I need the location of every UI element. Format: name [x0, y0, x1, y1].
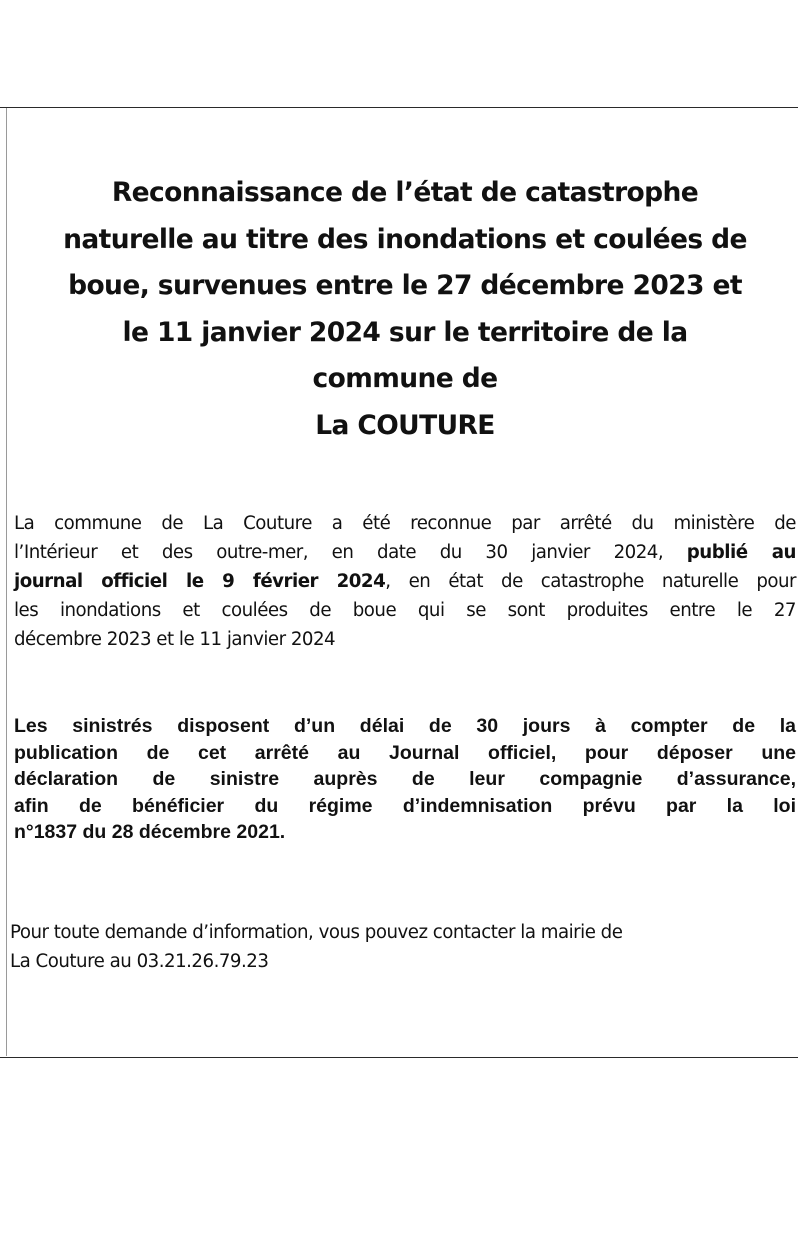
- title-line: Reconnaissance de l’état de catastrophe: [111, 177, 699, 208]
- publication-emphasis: publié au: [686, 542, 796, 563]
- top-rule: [0, 107, 798, 108]
- publication-date-emphasis: journal officiel le 9 février 2024: [14, 571, 386, 592]
- title-commune-name: La COUTURE: [315, 409, 495, 441]
- notice-title: [10, 170, 798, 449]
- paragraph-line: Les sinistrés disposent d’un délai de 30 jours à compter de la: [14, 715, 796, 737]
- claim-deadline-paragraph: [14, 713, 796, 846]
- contact-phone-line: La Couture au 03.21.26.79.23: [10, 951, 269, 972]
- paragraph-line: décembre 2023 et le 11 janvier 2024: [14, 629, 336, 650]
- paragraph-text: , en état de catastrophe naturelle pour: [385, 571, 796, 592]
- paragraph-line: [14, 538, 796, 567]
- recognition-paragraph: [14, 509, 796, 654]
- title-line: commune de: [312, 363, 498, 394]
- paragraph-line: publication de cet arrêté au Journal officiel, pour déposer une: [14, 741, 796, 764]
- paragraph-line: La commune de La Couture a été reconnue par arrêté du ministère de: [14, 513, 796, 534]
- title-line: naturelle au titre des inondations et coulées de: [63, 223, 747, 255]
- title-line: boue, survenues entre le 27 décembre 2023 et: [68, 270, 742, 301]
- title-line: le 11 janvier 2024 sur le territoire de la: [122, 316, 688, 348]
- paragraph-line: les inondations et coulées de boue qui se sont produites entre le 27: [14, 600, 796, 621]
- frame-left-edge: [6, 108, 7, 1056]
- paragraph-line: Pour toute demande d’information, vous pouvez contacter la mairie de: [10, 922, 623, 943]
- paragraph-line: n°1837 du 28 décembre 2021.: [14, 821, 286, 843]
- paragraph-text: l’Intérieur et des outre-mer, en date du 30 janvier 2024,: [14, 542, 687, 563]
- paragraph-line: déclaration de sinistre auprès de leur compagnie d’assurance,: [14, 768, 796, 790]
- bottom-rule: [0, 1057, 798, 1058]
- paragraph-line: [14, 567, 796, 596]
- contact-paragraph: [10, 918, 796, 976]
- paragraph-line: afin de bénéficier du régime d’indemnisation prévu par la loi: [14, 794, 796, 817]
